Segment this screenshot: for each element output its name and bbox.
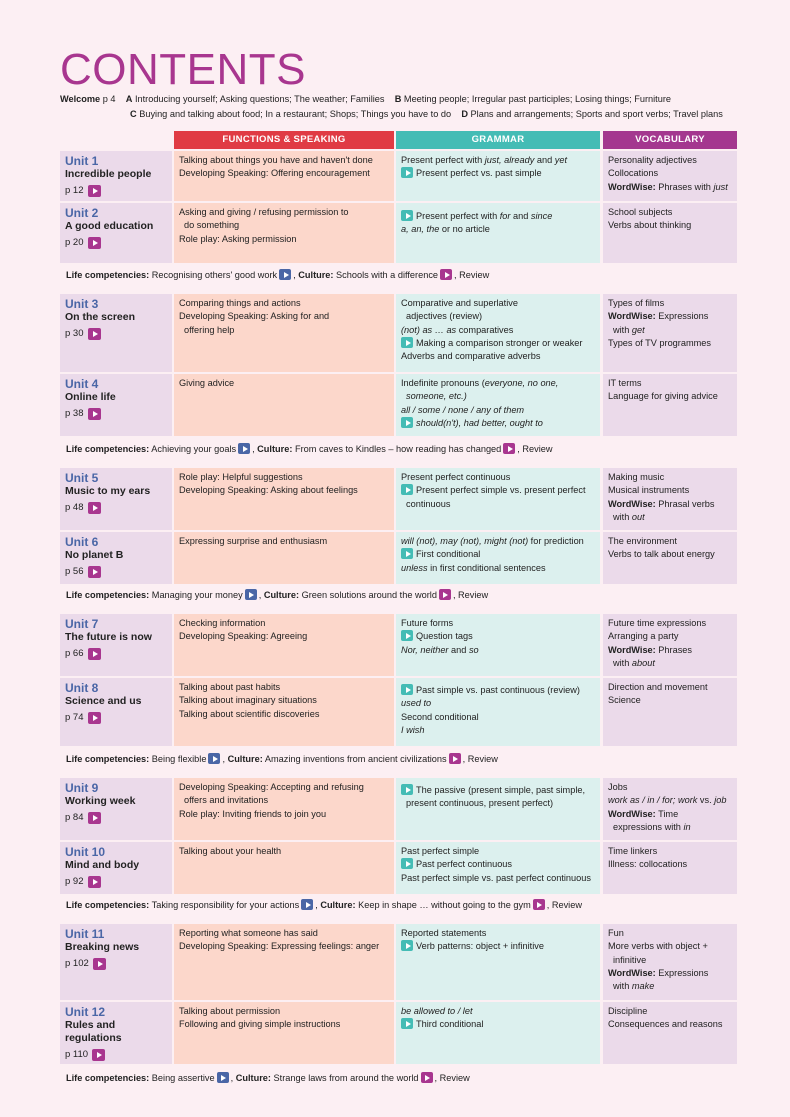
func-line: Following and giving simple instructions: [179, 1019, 341, 1030]
unit-number: Unit 4: [65, 377, 99, 391]
gram-line: unless in first conditional sentences: [401, 562, 546, 573]
vocab-line: Making music: [608, 472, 665, 482]
vocabulary-cell: [603, 924, 737, 1000]
life-competencies-line: Life competencies: Taking responsibility for your actions , Culture: Keep in shape … without going to the gym , Review: [66, 900, 582, 910]
unit-row-10: [60, 842, 737, 894]
gram-line: (not) as … as comparatives: [401, 324, 514, 335]
header-functions: FUNCTIONS & SPEAKING: [174, 131, 394, 149]
gram-line: all / some / none / any of them: [401, 404, 525, 415]
func-line: Talking about scientific discoveries: [179, 708, 320, 719]
functions-cell: [174, 532, 394, 584]
play-icon[interactable]: [88, 712, 101, 724]
gram-line: Future forms: [401, 618, 454, 628]
func-line: Developing Speaking: Accepting and refusing: [179, 782, 364, 792]
functions-cell: [174, 614, 394, 676]
unit-page: p 102: [65, 958, 89, 969]
vocabulary-cell: [603, 614, 737, 676]
video-icon[interactable]: [401, 1018, 413, 1029]
func-line: Talking about imaginary situations: [179, 695, 317, 706]
gram-line: Question tags: [401, 630, 595, 643]
play-icon[interactable]: [88, 566, 101, 578]
unit-name: Breaking news: [65, 941, 140, 953]
func-line: Developing Speaking: Agreeing: [179, 631, 308, 642]
unit-name: A good education: [65, 220, 154, 232]
func-line: Giving advice: [179, 378, 235, 388]
unit-number: Unit 10: [65, 845, 106, 859]
play-icon[interactable]: [88, 502, 101, 514]
vocabulary-cell: [603, 778, 737, 840]
grammar-cell: [396, 151, 600, 201]
vocab-line: with about: [613, 658, 655, 669]
video-icon[interactable]: [401, 940, 413, 951]
play-icon[interactable]: [88, 408, 101, 420]
life-competencies-line: Life competencies: Being flexible , Culture: Amazing inventions from ancient civilizations , Review: [66, 754, 498, 764]
vocab-line: Direction and movement: [608, 682, 708, 692]
life-competencies-line: Life competencies: Managing your money , Culture: Green solutions around the world , Review: [66, 590, 489, 600]
func-line: Reporting what someone has said: [179, 928, 318, 938]
func-line: offering help: [184, 324, 235, 335]
vocab-line: with get: [613, 324, 645, 335]
video-icon[interactable]: [401, 684, 413, 695]
gram-line: Making a comparison stronger or weaker: [401, 337, 595, 350]
gram-line: I wish: [401, 725, 425, 736]
unit-cell: [60, 374, 172, 436]
vocabulary-cell: [603, 532, 737, 584]
vocab-line: IT terms: [608, 378, 642, 388]
vocab-line: Arranging a party: [608, 631, 679, 642]
vocab-line: WordWise: Expressions: [608, 311, 709, 322]
units-block-6: [60, 924, 737, 1064]
welcome-d-text: Plans and arrangements; Sports and sport verbs; Travel plans: [470, 109, 723, 119]
unit-number: Unit 6: [65, 535, 99, 549]
unit-cell: [60, 151, 172, 201]
welcome-b-text: Meeting people; Irregular past participles; Losing things; Furniture: [403, 94, 672, 104]
video-icon[interactable]: [421, 1072, 433, 1083]
functions-cell: [174, 203, 394, 263]
welcome-section: [60, 92, 723, 122]
unit-page: p 66: [65, 648, 84, 659]
header-vocabulary: VOCABULARY: [603, 131, 737, 149]
func-line: do something: [184, 220, 240, 231]
gram-line: Past perfect continuous: [401, 858, 595, 871]
unit-row-6: [60, 532, 737, 584]
unit-name: Online life: [65, 391, 116, 403]
functions-cell: [174, 294, 394, 372]
gram-line: Past simple vs. past continuous (review): [401, 684, 595, 697]
grammar-cell: [396, 614, 600, 676]
vocab-line: WordWise: Time: [608, 808, 679, 819]
grammar-cell: [396, 294, 600, 372]
video-icon[interactable]: [401, 630, 413, 641]
play-icon[interactable]: [88, 648, 101, 660]
vocab-line: Consequences and reasons: [608, 1019, 723, 1030]
gram-line: Present perfect simple vs. present perfect: [401, 484, 595, 497]
units-block-1: [60, 151, 737, 263]
func-line: Talking about permission: [179, 1006, 281, 1016]
gram-line: First conditional: [401, 548, 595, 561]
video-icon[interactable]: [401, 484, 413, 495]
unit-row-12: [60, 1002, 737, 1064]
unit-row-1: [60, 151, 737, 201]
gram-line: should(n't), had better, ought to: [401, 417, 595, 430]
functions-cell: [174, 1002, 394, 1064]
video-icon[interactable]: [401, 337, 413, 348]
welcome-c-text: Buying and talking about food; In a restaurant; Shops; Things you have to do: [139, 109, 452, 119]
unit-cell: [60, 294, 172, 372]
gram-line: The passive (present simple, past simple,: [401, 784, 595, 797]
vocab-line: Collocations: [608, 168, 659, 179]
unit-cell: [60, 678, 172, 746]
gram-line: Nor, neither and so: [401, 644, 479, 655]
units-block-2: [60, 294, 737, 436]
video-icon[interactable]: [449, 753, 461, 764]
vocab-line: Fun: [608, 928, 624, 938]
page-title: CONTENTS: [60, 45, 306, 94]
life-competencies-line: Life competencies: Being assertive , Culture: Strange laws from around the world , Review: [66, 1073, 470, 1083]
units-block-5: [60, 778, 737, 894]
gram-line: Present perfect continuous: [401, 472, 511, 482]
vocab-line: infinitive: [613, 954, 647, 965]
unit-name: No planet B: [65, 549, 124, 561]
unit-name: On the screen: [65, 311, 136, 323]
grammar-cell: [396, 678, 600, 746]
video-icon[interactable]: [208, 753, 220, 764]
unit-page: p 48: [65, 502, 84, 513]
unit-number: Unit 2: [65, 206, 99, 220]
unit-page: p 84: [65, 812, 84, 823]
gram-line: adjectives (review): [406, 311, 483, 322]
func-line: Role play: Inviting friends to join you: [179, 808, 327, 819]
unit-cell: [60, 924, 172, 1000]
video-icon[interactable]: [439, 589, 451, 600]
vocab-line: Personality adjectives: [608, 155, 697, 165]
gram-line: will (not), may (not), might (not) for prediction: [401, 536, 584, 546]
func-line: offers and invitations: [184, 795, 269, 806]
gram-line: Reported statements: [401, 928, 487, 938]
unit-row-3: [60, 294, 737, 372]
unit-number: Unit 12: [65, 1005, 106, 1019]
video-icon[interactable]: [238, 443, 250, 454]
gram-line: Verb patterns: object + infinitive: [401, 940, 595, 953]
header-grammar: GRAMMAR: [396, 131, 600, 149]
vocab-line: Musical instruments: [608, 485, 690, 496]
func-line: Comparing things and actions: [179, 298, 301, 308]
vocab-line: WordWise: Phrases: [608, 644, 693, 655]
gram-line: Adverbs and comparative adverbs: [401, 351, 541, 362]
vocabulary-cell: [603, 678, 737, 746]
gram-line: Present perfect with just, already and yet: [401, 155, 567, 165]
func-line: Developing Speaking: Asking about feelings: [179, 485, 358, 496]
unit-number: Unit 3: [65, 297, 99, 311]
vocab-line: expressions with in: [613, 822, 691, 833]
vocab-line: WordWise: Phrases with just: [608, 181, 728, 192]
functions-cell: [174, 151, 394, 201]
unit-cell: [60, 203, 172, 263]
unit-name: Music to my ears: [65, 485, 151, 497]
video-icon[interactable]: [217, 1072, 229, 1083]
video-icon[interactable]: [440, 269, 452, 280]
gram-line: Present perfect with for and since: [401, 210, 595, 223]
welcome-d-letter: D: [461, 109, 468, 119]
video-icon[interactable]: [401, 210, 413, 221]
units-block-3: [60, 468, 737, 584]
vocabulary-cell: [603, 1002, 737, 1064]
unit-row-2: [60, 203, 737, 263]
unit-page: p 56: [65, 566, 84, 577]
vocab-line: WordWise: Expressions: [608, 968, 709, 979]
vocabulary-cell: [603, 203, 737, 263]
func-line: Developing Speaking: Offering encouragement: [179, 168, 370, 179]
life-competencies-line: Life competencies: Recognising others' good work , Culture: Schools with a difference , Review: [66, 270, 490, 280]
vocab-line: Types of films: [608, 298, 665, 308]
video-icon[interactable]: [279, 269, 291, 280]
gram-line: Second conditional: [401, 711, 479, 722]
func-line: Role play: Asking permission: [179, 233, 297, 244]
vocab-line: Types of TV programmes: [608, 338, 711, 349]
video-icon[interactable]: [401, 417, 413, 428]
welcome-a-letter: A: [125, 94, 133, 104]
video-icon[interactable]: [401, 784, 413, 795]
gram-line: Past perfect simple vs. past perfect continuous: [401, 872, 591, 883]
vocab-line: The environment: [608, 536, 677, 546]
unit-row-8: [60, 678, 737, 746]
gram-line: someone, etc.): [406, 391, 467, 402]
vocabulary-cell: [603, 842, 737, 894]
unit-number: Unit 11: [65, 927, 105, 941]
vocabulary-cell: [603, 468, 737, 530]
unit-row-4: [60, 374, 737, 436]
video-icon[interactable]: [401, 858, 413, 869]
video-icon[interactable]: [503, 443, 515, 454]
unit-cell: [60, 614, 172, 676]
video-icon[interactable]: [401, 167, 413, 178]
unit-name: The future is now: [65, 631, 152, 643]
func-line: Developing Speaking: Asking for and: [179, 311, 330, 322]
gram-line: present continuous, present perfect): [406, 798, 554, 809]
functions-cell: [174, 778, 394, 840]
grammar-cell: [396, 924, 600, 1000]
functions-cell: [174, 374, 394, 436]
unit-row-5: [60, 468, 737, 530]
welcome-a-text: Introducing yourself; Asking questions; The weather; Families: [134, 94, 385, 104]
unit-number: Unit 9: [65, 781, 99, 795]
vocab-line: More verbs with object +: [608, 941, 708, 952]
unit-row-11: [60, 924, 737, 1000]
vocabulary-cell: [603, 294, 737, 372]
func-line: Checking information: [179, 618, 266, 628]
grammar-cell: [396, 842, 600, 894]
unit-cell: [60, 468, 172, 530]
vocab-line: with make: [613, 981, 655, 992]
video-icon[interactable]: [245, 589, 257, 600]
unit-number: Unit 8: [65, 681, 99, 695]
unit-page: p 74: [65, 712, 84, 723]
vocabulary-cell: [603, 374, 737, 436]
unit-name: Rules and regulations: [65, 1019, 122, 1044]
units-block-4: [60, 614, 737, 746]
vocab-line: work as / in / for; work vs. job: [608, 795, 727, 806]
welcome-c-letter: C: [130, 109, 137, 119]
vocab-line: Time linkers: [608, 846, 658, 856]
vocab-line: Future time expressions: [608, 618, 707, 628]
functions-cell: [174, 842, 394, 894]
grammar-cell: [396, 203, 600, 263]
grammar-cell: [396, 374, 600, 436]
unit-cell: [60, 778, 172, 840]
vocab-line: WordWise: Phrasal verbs: [608, 498, 715, 509]
vocab-line: School subjects: [608, 207, 673, 217]
func-line: Role play: Helpful suggestions: [179, 472, 303, 482]
welcome-label: Welcome: [60, 94, 101, 104]
unit-page: p 110: [65, 1049, 89, 1060]
vocab-line: Science: [608, 695, 641, 706]
unit-page: p 38: [65, 408, 84, 419]
video-icon[interactable]: [401, 548, 413, 559]
unit-name: Working week: [65, 795, 136, 807]
vocab-line: Language for giving advice: [608, 391, 718, 402]
func-line: Talking about your health: [179, 846, 282, 856]
gram-line: be allowed to / let: [401, 1006, 473, 1016]
unit-number: Unit 1: [65, 154, 99, 168]
func-line: Developing Speaking: Expressing feelings: anger: [179, 941, 380, 952]
gram-line: Past perfect simple: [401, 846, 480, 856]
grammar-cell: [396, 532, 600, 584]
gram-line: Third conditional: [401, 1018, 595, 1031]
unit-number: Unit 5: [65, 471, 99, 485]
unit-page: p 30: [65, 328, 84, 339]
vocab-line: with out: [613, 512, 645, 523]
unit-cell: [60, 1002, 172, 1064]
play-icon[interactable]: [88, 812, 101, 824]
grammar-cell: [396, 1002, 600, 1064]
unit-row-9: [60, 778, 737, 840]
life-competencies-line: Life competencies: Achieving your goals , Culture: From caves to Kindles – how reading has changed , Review: [66, 444, 553, 454]
vocab-line: Verbs to talk about energy: [608, 549, 715, 560]
functions-cell: [174, 678, 394, 746]
unit-name: Incredible people: [65, 168, 152, 180]
welcome-page[interactable]: p 4: [102, 94, 116, 104]
func-line: Expressing surprise and enthusiasm: [179, 536, 328, 546]
gram-line: used to: [401, 698, 432, 709]
video-icon[interactable]: [301, 899, 313, 910]
vocab-line: Jobs: [608, 782, 628, 792]
vocab-line: Discipline: [608, 1006, 648, 1016]
unit-cell: [60, 532, 172, 584]
play-icon[interactable]: [88, 328, 101, 340]
func-line: Talking about things you have and haven't done: [179, 155, 373, 165]
video-icon[interactable]: [533, 899, 545, 910]
gram-line: continuous: [406, 498, 451, 509]
unit-number: Unit 7: [65, 617, 99, 631]
welcome-b-letter: B: [394, 94, 402, 104]
functions-cell: [174, 468, 394, 530]
functions-cell: [174, 924, 394, 1000]
play-icon[interactable]: [93, 958, 106, 970]
unit-cell: [60, 842, 172, 894]
play-icon[interactable]: [88, 185, 101, 197]
unit-page: p 92: [65, 876, 84, 887]
func-line: Talking about past habits: [179, 682, 281, 692]
play-icon[interactable]: [88, 237, 101, 249]
unit-page: p 12: [65, 185, 84, 196]
play-icon[interactable]: [92, 1049, 105, 1061]
gram-line: Indefinite pronouns (everyone, no one,: [401, 378, 559, 388]
vocab-line: Illness: collocations: [608, 859, 688, 870]
grammar-cell: [396, 468, 600, 530]
play-icon[interactable]: [88, 876, 101, 888]
grammar-cell: [396, 778, 600, 840]
unit-page: p 20: [65, 237, 84, 248]
gram-line: a, an, the or no article: [401, 224, 490, 235]
gram-line: Comparative and superlative: [401, 298, 518, 308]
unit-row-7: [60, 614, 737, 676]
unit-name: Science and us: [65, 695, 142, 707]
gram-line: Present perfect vs. past simple: [401, 167, 595, 180]
vocab-line: Verbs about thinking: [608, 220, 692, 231]
unit-name: Mind and body: [65, 859, 140, 871]
func-line: Asking and giving / refusing permission to: [179, 207, 349, 217]
vocabulary-cell: [603, 151, 737, 201]
